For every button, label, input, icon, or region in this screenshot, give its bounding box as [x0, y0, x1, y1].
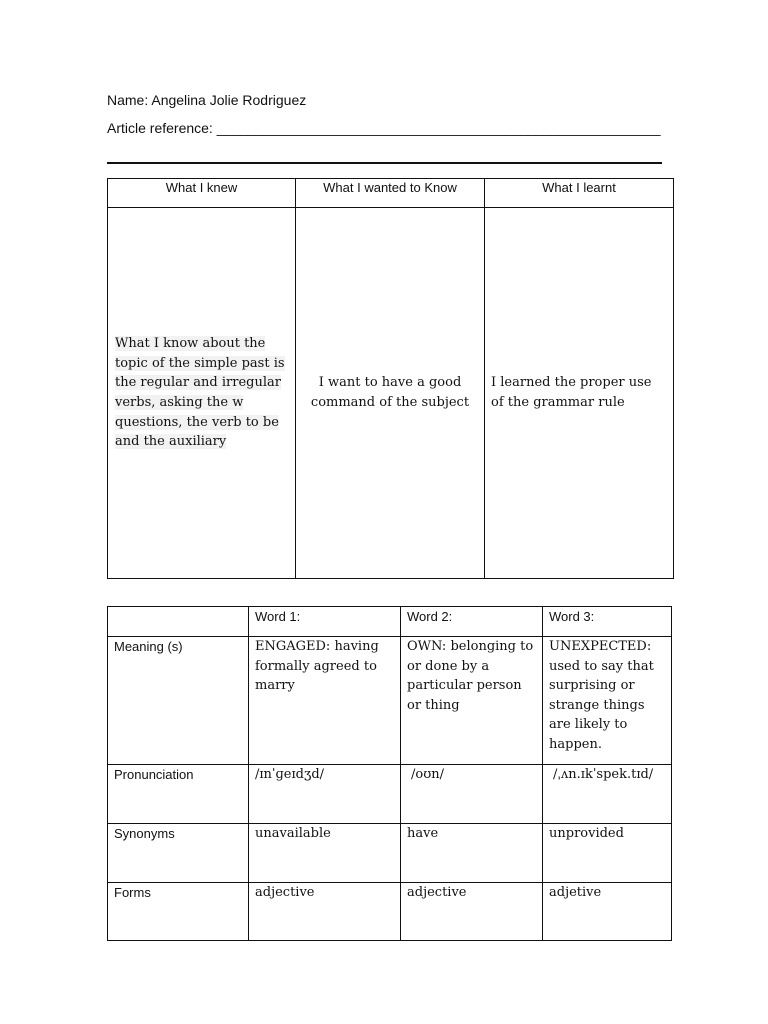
vocab-pronunciation-word1[interactable]: /ɪnˈɡeɪdʒd/ [249, 765, 401, 824]
vocab-meaning-word2[interactable]: OWN: belonging to or done by a particular person or thing [401, 637, 543, 765]
vocab-row-forms [108, 883, 672, 941]
kwl-header-wanted: What I wanted to Know [296, 179, 485, 208]
kwl-wanted-text: I want to have a good command of the subject [310, 375, 470, 410]
kwl-knew-text: What I know about the topic of the simple past is the regular and irregular verbs, asking the w questions, the verb to be and the auxiliary [115, 336, 285, 450]
vocab-row-meaning [108, 637, 672, 765]
kwl-body-row [108, 208, 674, 579]
kwl-cell-knew[interactable] [108, 208, 296, 579]
kwl-header-learnt: What I learnt [485, 179, 674, 208]
vocab-meaning-word1[interactable]: ENGAGED: having formally agreed to marry [249, 637, 401, 765]
vocab-pronunciation-word2[interactable]: /oʊn/ [401, 765, 543, 824]
kwl-cell-wanted[interactable] [296, 208, 485, 579]
vocabulary-table [107, 606, 672, 941]
vocab-row-synonyms [108, 824, 672, 883]
vocab-header-corner [108, 607, 249, 637]
vocab-label-pronunciation: Pronunciation [108, 765, 249, 824]
divider-line [107, 162, 662, 164]
vocab-synonyms-word2[interactable]: have [401, 824, 543, 883]
vocab-forms-word3[interactable]: adjetive [543, 883, 672, 941]
student-name-line: Name: Angelina Jolie Rodriguez [107, 92, 307, 108]
vocab-header-word2: Word 2: [401, 607, 543, 637]
vocab-forms-word2[interactable]: adjective [401, 883, 543, 941]
kwl-learnt-text: I learned the proper use of the grammar rule [491, 375, 652, 410]
vocab-row-pronunciation [108, 765, 672, 824]
vocab-synonyms-word3[interactable]: unprovided [543, 824, 672, 883]
vocab-synonyms-word1[interactable]: unavailable [249, 824, 401, 883]
kwl-header-row [108, 179, 674, 208]
vocab-label-meaning: Meaning (s) [108, 637, 249, 765]
kwl-cell-learnt[interactable] [485, 208, 674, 579]
vocab-label-synonyms: Synonyms [108, 824, 249, 883]
vocab-meaning-word3[interactable]: UNEXPECTED: used to say that surprising or strange things are likely to happen. [543, 637, 672, 765]
kwl-header-knew: What I knew [108, 179, 296, 208]
vocab-forms-word1[interactable]: adjective [249, 883, 401, 941]
kwl-table [107, 178, 674, 579]
article-reference-line: Article reference: _________________________________________________________ [107, 120, 661, 136]
vocab-header-word3: Word 3: [543, 607, 672, 637]
vocab-header-row [108, 607, 672, 637]
vocab-pronunciation-word3[interactable]: /ˌʌn.ɪkˈspek.tɪd/ [543, 765, 672, 824]
vocab-header-word1: Word 1: [249, 607, 401, 637]
vocab-label-forms: Forms [108, 883, 249, 941]
